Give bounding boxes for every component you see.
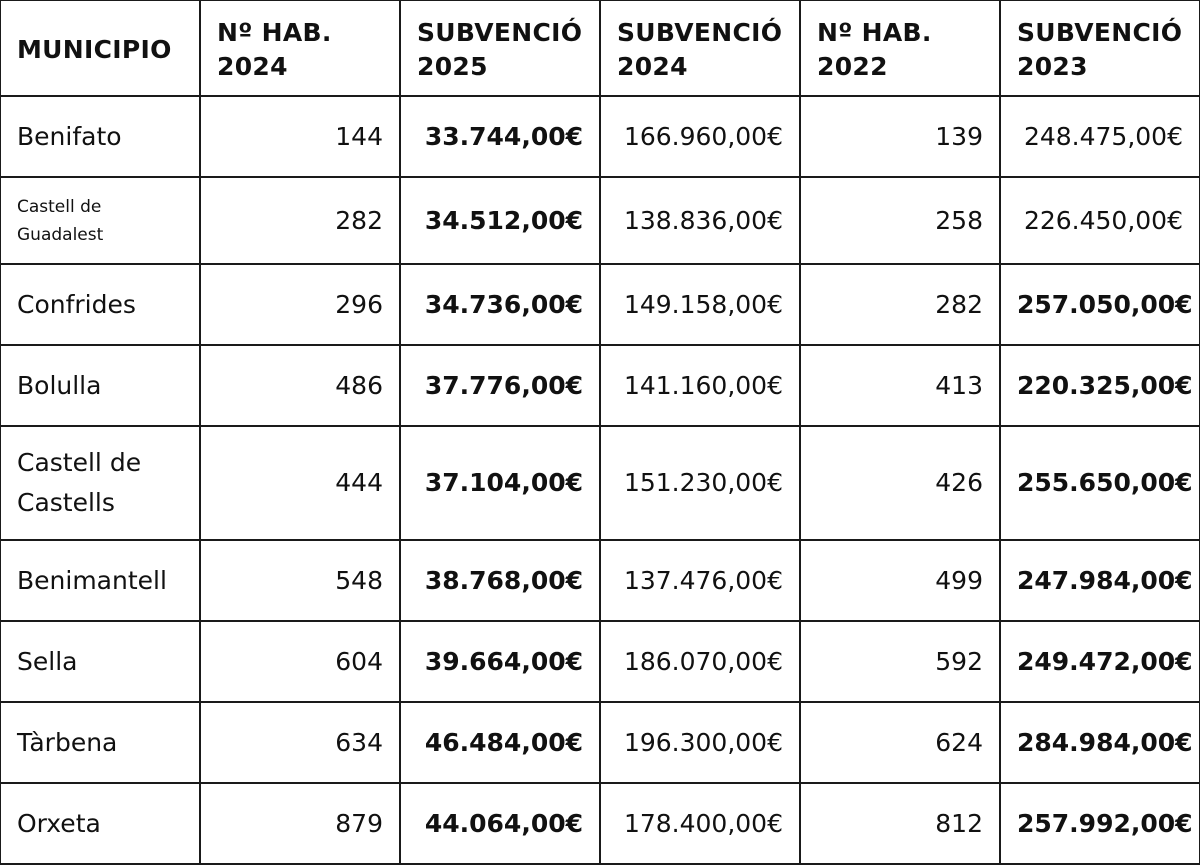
cell-hab-2024: 144 <box>200 96 400 177</box>
cell-hab-2024: 879 <box>200 783 400 864</box>
cell-subvencio-2024: 149.158,00€ <box>600 264 800 345</box>
header-municipio: MUNICIPIO <box>0 0 200 96</box>
cell-subvencio-2025: 46.484,00€ <box>400 702 600 783</box>
cell-subvencio-2024: 186.070,00€ <box>600 621 800 702</box>
cell-municipio: Castell de Guadalest <box>0 177 200 264</box>
cell-hab-2024: 486 <box>200 345 400 426</box>
cell-municipio: Benifato <box>0 96 200 177</box>
cell-subvencio-2023: 247.984,00€ <box>1000 540 1200 621</box>
cell-subvencio-2025: 39.664,00€ <box>400 621 600 702</box>
cell-municipio: Orxeta <box>0 783 200 864</box>
cell-hab-2024: 604 <box>200 621 400 702</box>
header-hab-2022: Nº HAB. 2022 <box>800 0 1000 96</box>
cell-subvencio-2024: 141.160,00€ <box>600 345 800 426</box>
cell-subvencio-2023: 257.050,00€ <box>1000 264 1200 345</box>
cell-municipio: Tàrbena <box>0 702 200 783</box>
table-row <box>0 783 1200 864</box>
cell-subvencio-2025: 33.744,00€ <box>400 96 600 177</box>
table-header <box>0 0 1200 96</box>
table-body <box>0 96 1200 864</box>
header-hab-2024: Nº HAB. 2024 <box>200 0 400 96</box>
cell-subvencio-2023: 249.472,00€ <box>1000 621 1200 702</box>
cell-hab-2022: 282 <box>800 264 1000 345</box>
cell-municipio: Benimantell <box>0 540 200 621</box>
table-row <box>0 702 1200 783</box>
cell-hab-2022: 258 <box>800 177 1000 264</box>
cell-subvencio-2025: 38.768,00€ <box>400 540 600 621</box>
cell-subvencio-2024: 138.836,00€ <box>600 177 800 264</box>
header-subvencio-2023: SUBVENCIÓ 2023 <box>1000 0 1200 96</box>
table-row <box>0 177 1200 264</box>
table-row <box>0 345 1200 426</box>
table-row <box>0 540 1200 621</box>
cell-subvencio-2025: 34.512,00€ <box>400 177 600 264</box>
table-row <box>0 621 1200 702</box>
cell-subvencio-2025: 37.776,00€ <box>400 345 600 426</box>
cell-subvencio-2025: 44.064,00€ <box>400 783 600 864</box>
cell-subvencio-2024: 151.230,00€ <box>600 426 800 540</box>
cell-municipio: Castell de Castells <box>0 426 200 540</box>
cell-subvencio-2023: 284.984,00€ <box>1000 702 1200 783</box>
cell-hab-2022: 812 <box>800 783 1000 864</box>
cell-municipio: Confrides <box>0 264 200 345</box>
table-row <box>0 264 1200 345</box>
cell-hab-2022: 413 <box>800 345 1000 426</box>
cell-municipio: Bolulla <box>0 345 200 426</box>
cell-hab-2024: 634 <box>200 702 400 783</box>
cell-municipio: Sella <box>0 621 200 702</box>
header-subvencio-2025: SUBVENCIÓ 2025 <box>400 0 600 96</box>
cell-subvencio-2024: 137.476,00€ <box>600 540 800 621</box>
table-row <box>0 96 1200 177</box>
header-subvencio-2024: SUBVENCIÓ 2024 <box>600 0 800 96</box>
cell-subvencio-2023: 255.650,00€ <box>1000 426 1200 540</box>
cell-hab-2022: 624 <box>800 702 1000 783</box>
cell-subvencio-2024: 166.960,00€ <box>600 96 800 177</box>
cell-hab-2024: 444 <box>200 426 400 540</box>
cell-hab-2024: 548 <box>200 540 400 621</box>
cell-subvencio-2023: 248.475,00€ <box>1000 96 1200 177</box>
cell-subvencio-2025: 37.104,00€ <box>400 426 600 540</box>
cell-subvencio-2024: 178.400,00€ <box>600 783 800 864</box>
cell-hab-2024: 296 <box>200 264 400 345</box>
cell-subvencio-2024: 196.300,00€ <box>600 702 800 783</box>
cell-subvencio-2023: 257.992,00€ <box>1000 783 1200 864</box>
cell-subvencio-2025: 34.736,00€ <box>400 264 600 345</box>
cell-hab-2022: 139 <box>800 96 1000 177</box>
cell-subvencio-2023: 226.450,00€ <box>1000 177 1200 264</box>
table-row <box>0 426 1200 540</box>
cell-hab-2022: 499 <box>800 540 1000 621</box>
cell-hab-2024: 282 <box>200 177 400 264</box>
cell-hab-2022: 426 <box>800 426 1000 540</box>
cell-hab-2022: 592 <box>800 621 1000 702</box>
cell-subvencio-2023: 220.325,00€ <box>1000 345 1200 426</box>
header-row <box>0 0 1200 96</box>
